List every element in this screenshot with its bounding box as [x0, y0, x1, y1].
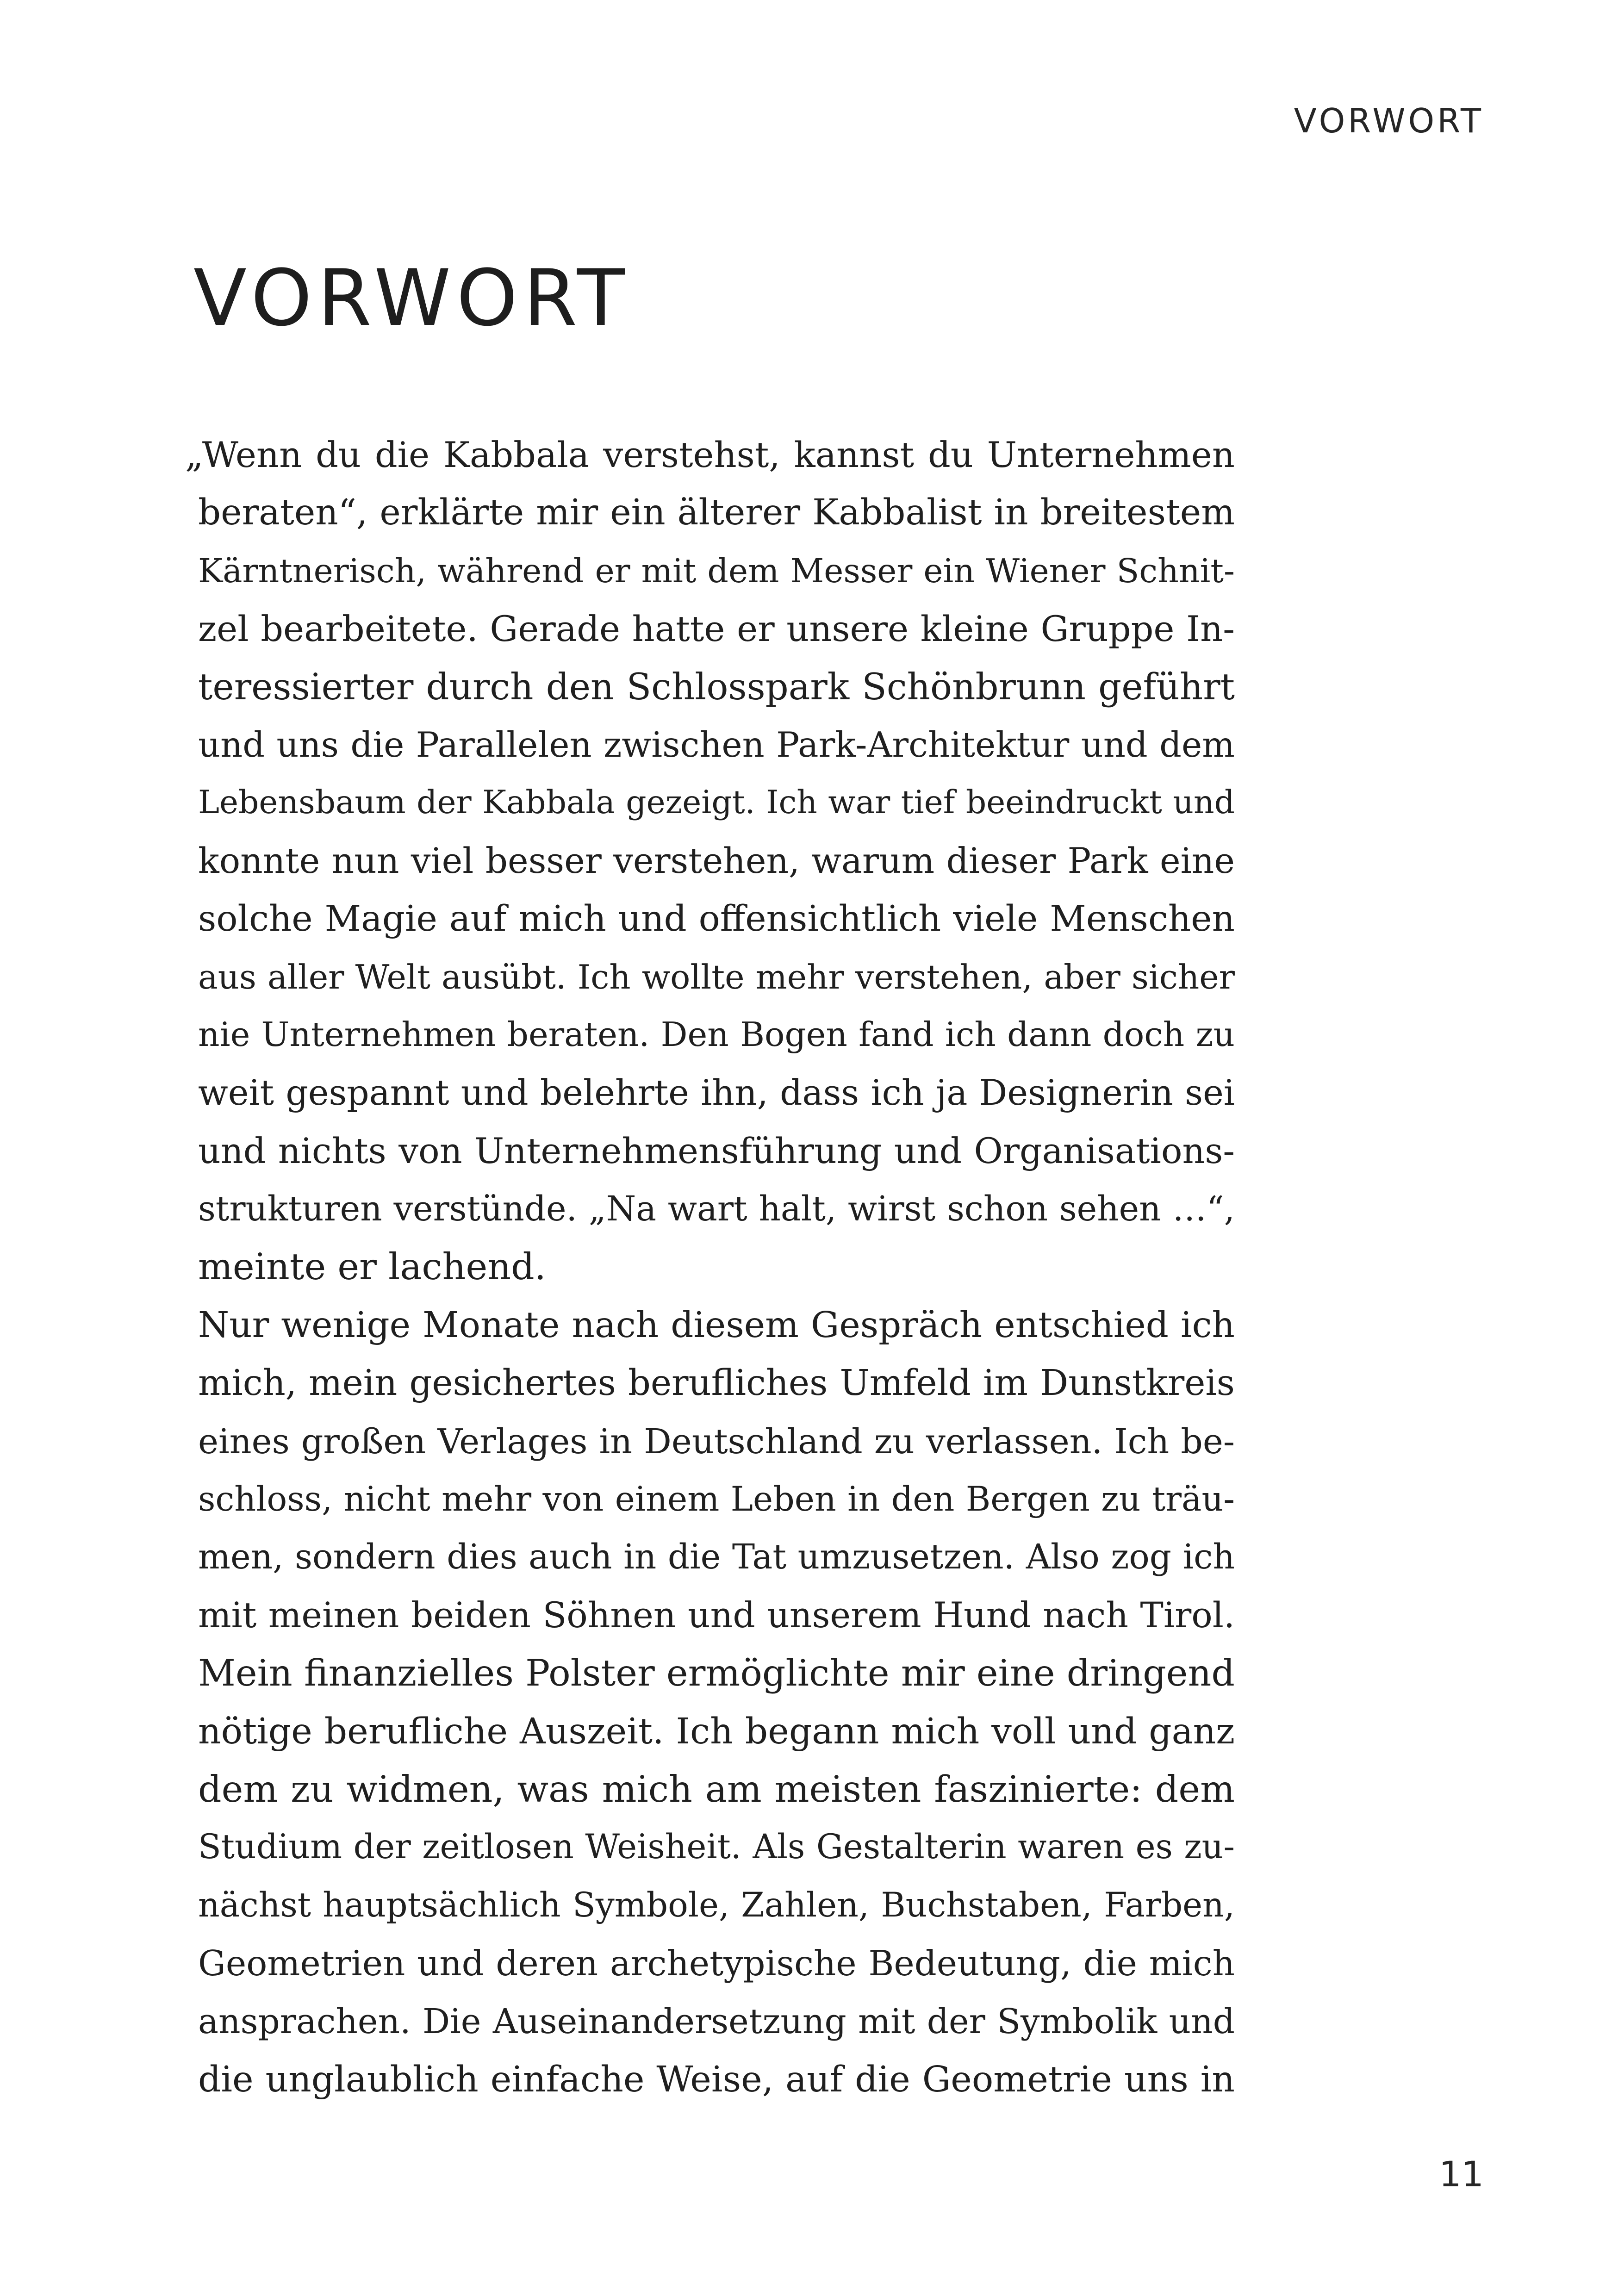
- body-line: Studium der zeitlosen Weisheit. Als Gestalterin waren es zu-: [198, 1828, 1235, 1867]
- body-line: Geometrien und deren archetypische Bedeutung, die mich: [198, 1943, 1235, 1984]
- body-line: men, sondern dies auch in die Tat umzusetzen. Also zog ich: [198, 1537, 1235, 1577]
- body-line: ansprachen. Die Auseinandersetzung mit der Symbolik und: [198, 2001, 1235, 2041]
- chapter-title: VORWORT: [193, 253, 630, 343]
- body-line: beraten“, erklärte mir ein älterer Kabbalist in breitestem: [198, 492, 1235, 534]
- body-line: aus aller Welt ausübt. Ich wollte mehr verstehen, aber sicher: [198, 957, 1235, 996]
- body-line: Kärntnerisch, während er mit dem Messer ein Wiener Schnit-: [198, 551, 1235, 590]
- body-line: teressierter durch den Schlosspark Schönbrunn geführt: [198, 666, 1235, 708]
- body-line: nötige berufliche Auszeit. Ich begann mich voll und ganz: [198, 1710, 1235, 1752]
- running-head: VORWORT: [1294, 101, 1484, 140]
- body-line: eines großen Verlages in Deutschland zu verlassen. Ich be-: [198, 1421, 1235, 1462]
- body-line: dem zu widmen, was mich am meisten faszinierte: dem: [198, 1767, 1235, 1811]
- body-line: konnte nun viel besser verstehen, warum dieser Park eine: [198, 840, 1235, 881]
- body-line: und nichts von Unternehmensführung und Organisations-: [198, 1130, 1235, 1171]
- body-line: zel bearbeitete. Gerade hatte er unsere kleine Gruppe In-: [198, 608, 1235, 650]
- body-line: und uns die Parallelen zwischen Park-Architektur und dem: [198, 724, 1235, 765]
- body-line: nie Unternehmen beraten. Den Bogen fand ich dann doch zu: [198, 1015, 1235, 1054]
- body-line: die unglaublich einfache Weise, auf die Geometrie uns in: [198, 2058, 1235, 2100]
- body-line: weit gespannt und belehrte ihn, dass ich ja Designerin sei: [198, 1072, 1235, 1114]
- body-text: [185, 426, 1235, 2109]
- body-line: mich, mein gesichertes berufliches Umfeld im Dunstkreis: [198, 1363, 1235, 1404]
- body-line: Lebensbaum der Kabbala gezeigt. Ich war tief beeindruckt und: [198, 784, 1235, 821]
- body-line: Nur wenige Monate nach diesem Gespräch entschied ich: [198, 1304, 1235, 1346]
- page-number: 11: [1439, 2153, 1484, 2195]
- body-line: meinte er lachend.: [198, 1245, 546, 1288]
- body-line: mit meinen beiden Söhnen und unserem Hund nach Tirol.: [198, 1594, 1235, 1636]
- body-line: „Wenn du die Kabbala verstehst, kannst du Unternehmen: [185, 434, 1235, 475]
- body-line: Mein finanzielles Polster ermöglichte mir eine dringend: [198, 1652, 1235, 1695]
- body-line: strukturen verstünde. „Na wart halt, wirst schon sehen …“,: [198, 1189, 1235, 1229]
- body-line: solche Magie auf mich und offensichtlich viele Menschen: [198, 898, 1235, 940]
- body-line: schloss, nicht mehr von einem Leben in den Bergen zu träu-: [198, 1480, 1235, 1519]
- body-line: nächst hauptsächlich Symbole, Zahlen, Buchstaben, Farben,: [198, 1885, 1235, 1925]
